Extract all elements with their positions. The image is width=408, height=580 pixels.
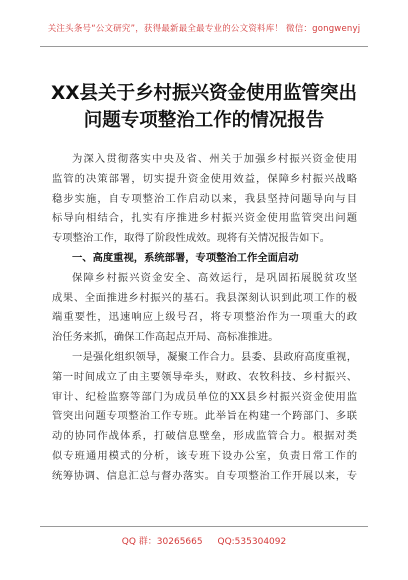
intro-paragraph (52, 150, 357, 249)
text-line: 动的协同作战体系，打破信息壁垒，形成监管合力。根据对类 (52, 430, 357, 443)
footer-divider (40, 526, 368, 527)
text-line: 监管的决策部署，切实提升资金使用效益，保障乡村振兴战略 (52, 172, 357, 185)
text-line: 一是强化组织领导，凝聚工作合力。县委、县政府高度重视， (72, 350, 357, 363)
text-line: 保障乡村振兴资金安全、高效运行，是巩固拓展脱贫攻坚 (72, 271, 357, 284)
text-line: 治任务来抓，确保工作高起点开局、高标准推进。 (52, 331, 279, 344)
section-heading: 一、高度重视，系统部署，专项整治工作全面启动 (72, 251, 299, 264)
text-line: 第一时间成立了由主要领导牵头，财政、农牧科技、乡村振兴、 (52, 370, 357, 383)
header-banner: 关注头条号“公文研究”，获得最新最全最专业的公文资料库！ 微信：gongwenyj (47, 24, 361, 34)
text-line: 稳步实施，自专项整治工作启动以来，我县坚持问题导向与目 (52, 192, 357, 205)
footer-contact (0, 534, 408, 547)
text-line: 统筹协调、信息汇总与督办落实。自专项整治工作开展以来，专 (52, 469, 357, 482)
section-paragraph (52, 348, 357, 487)
text-line: 似专班通用模式的分析，该专班下设办公室，负责日常工作的 (52, 449, 357, 462)
text-line: 端重要性，迅速响应上级号召，将专项整治作为一项重大的政 (52, 311, 357, 324)
header-divider (40, 46, 368, 47)
text-line: 标导向相结合，扎实有序推进乡村振兴资金使用监管突出问题 (52, 212, 357, 225)
text-line: 管突出问题专项整治工作专班。此举旨在构建一个跨部门、多联 (52, 410, 357, 423)
title-line: 问题专项整治工作的情况报告 (83, 110, 325, 131)
title-line: XX县关于乡村振兴资金使用监管突出 (50, 83, 358, 104)
qq-number: QQ:535304092 (217, 537, 287, 547)
section-paragraph (52, 269, 357, 348)
qq-group-number: QQ 群：30265665 (121, 537, 203, 547)
document-title (40, 80, 368, 134)
text-line: 成果、全面推进乡村振兴的基石。我县深刻认识到此项工作的极 (52, 291, 357, 304)
text-line: 审计、纪检监察等部门为成员单位的XX县乡村振兴资金使用监 (52, 390, 357, 403)
text-line: 专项整治工作，取得了阶段性成效。现将有关情况报告如下。 (52, 232, 331, 245)
text-line: 为深入贯彻落实中央及省、州关于加强乡村振兴资金使用 (72, 153, 357, 165)
document-body (52, 150, 357, 487)
